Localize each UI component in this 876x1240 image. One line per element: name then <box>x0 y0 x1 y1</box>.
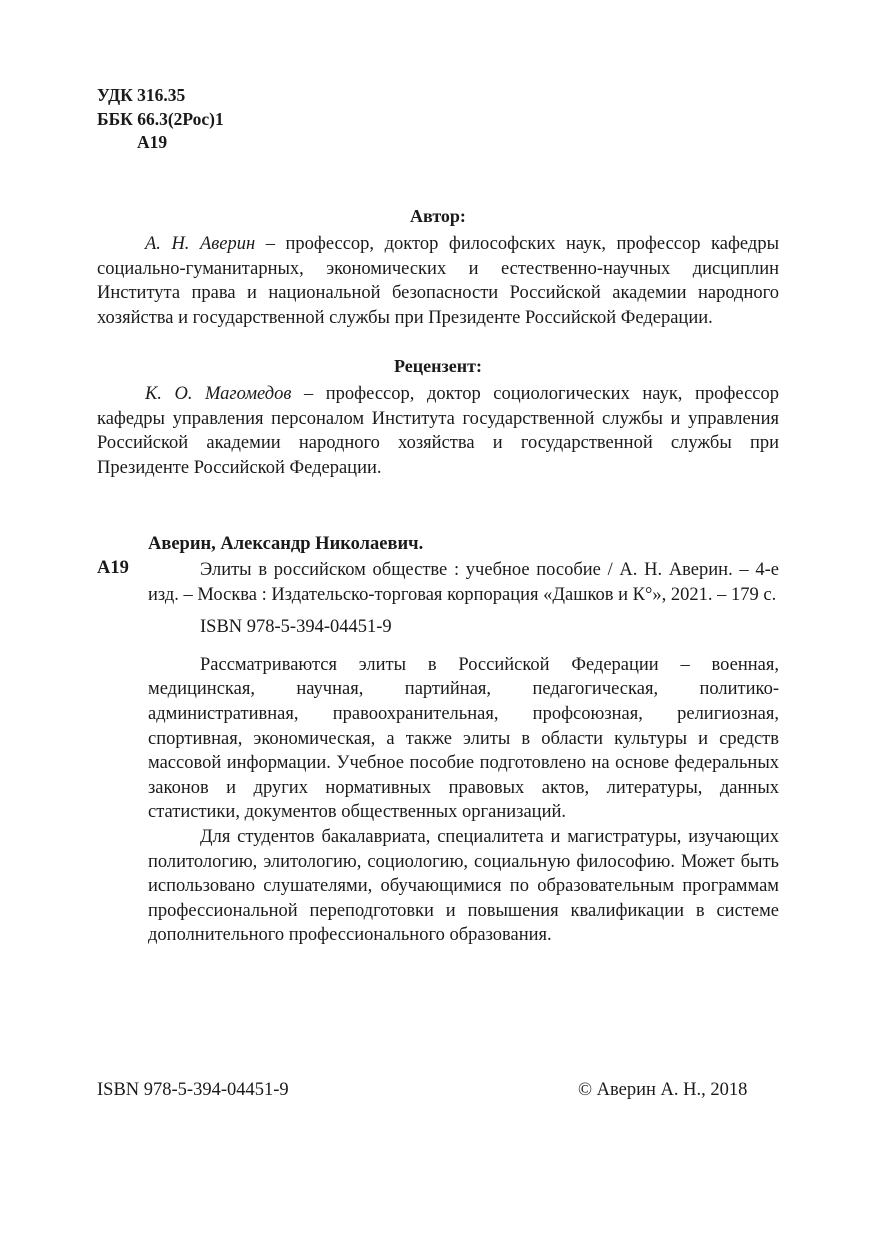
card-mark: А19 <box>97 558 129 578</box>
author-mark: А19 <box>137 132 168 152</box>
card-isbn: ISBN 978-5-394-04451-9 <box>200 617 392 638</box>
reviewer-description: – профессор, доктор социологических наук, профессор кафедры управления персоналом Института государственной службы и управления Российской академии народного хозяйства и государственной службы при Президенте Российской Федерации. <box>97 384 779 478</box>
udk-code: УДК 316.35 <box>97 85 186 105</box>
bbk-code: ББК 66.3(2Рос)1 <box>97 108 224 129</box>
author-name: А. Н. Аверин <box>145 234 256 254</box>
footer-isbn: ISBN 978-5-394-04451-9 <box>97 1080 289 1100</box>
classification-codes <box>97 84 224 155</box>
annotation-paragraph-2: Для студентов бакалавриата, специалитета и магистратуры, изучающих политологию, элитологию, социологию, социальную философию. Может быть использовано слушателями, обучающимися по образовательным программам профессиональной переподготовки и повышения квалификации в системе дополнительного профессионального образования. <box>148 826 779 946</box>
author-heading: Автор: <box>410 206 466 226</box>
reviewer-name: К. О. Магомедов <box>145 384 292 404</box>
card-author-heading: Аверин, Александр Николаевич. <box>148 534 424 554</box>
reviewer-paragraph <box>97 382 779 480</box>
author-paragraph <box>97 232 779 330</box>
footer-copyright: © Аверин А. Н., 2018 <box>578 1080 748 1100</box>
reviewer-heading: Рецензент: <box>394 356 482 376</box>
author-description: – профессор, доктор философских наук, профессор кафедры социально-гуманитарных, экономических и естественно-научных дисциплин Института права и национальной безопасности Российской академии народного хозяйства и государственной службы при Президенте Российской Федерации. <box>97 234 779 328</box>
annotation-paragraph-1: Рассматриваются элиты в Российской Федерации – военная, медицинская, научная, партийная, педагогическая, политико-административная, правоохранительная, профсоюзная, религиозная, спортивная, экономическая, а также элиты в области культуры и средств массовой информации. Учебное пособие подготовлено на основе федеральных законов и других нормативных правовых актов, литературы, данных статистики, документов общественных организаций. <box>148 654 779 823</box>
catalog-card-body <box>148 558 779 948</box>
bibliographic-description: Элиты в российском обществе : учебное пособие / А. Н. Аверин. – 4-е изд. – Москва : Издательско-торговая корпорация «Дашков и К°», 2021. – 179 с. <box>148 560 779 605</box>
